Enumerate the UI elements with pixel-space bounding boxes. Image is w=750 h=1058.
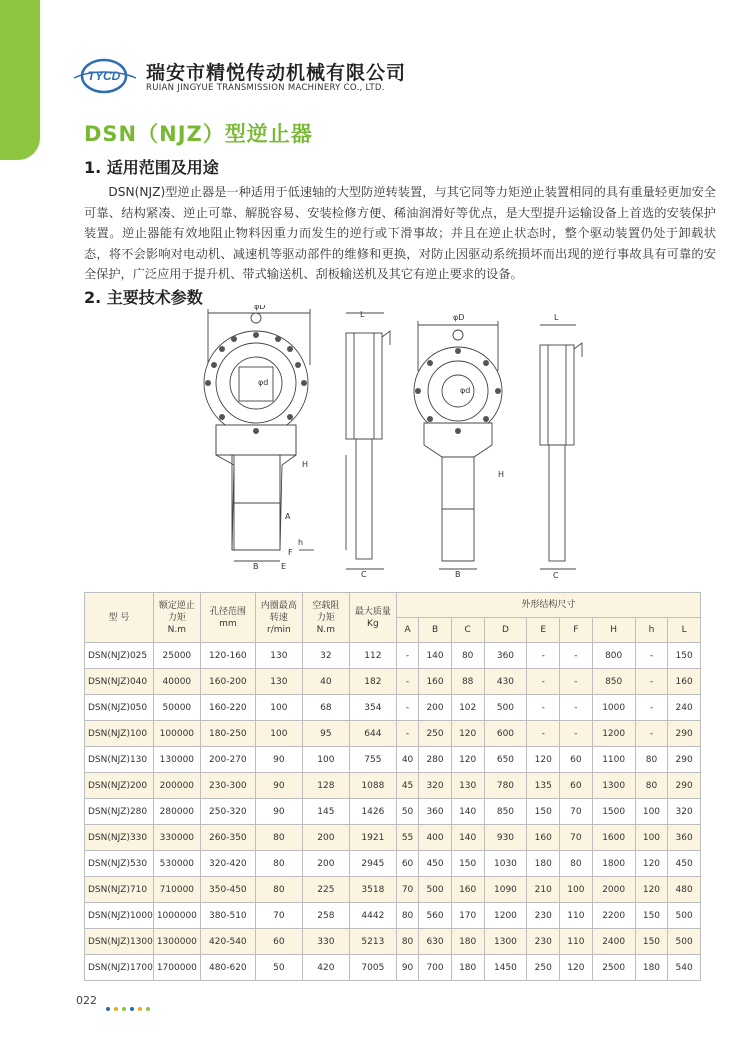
table-row — [85, 799, 701, 825]
table-cell: 182 — [349, 669, 396, 695]
label-C-1: C — [361, 570, 367, 579]
table-cell: 400 — [419, 825, 452, 851]
table-cell: - — [560, 643, 593, 669]
technical-drawings — [84, 305, 716, 580]
spec-table — [84, 592, 701, 981]
table-cell: 230 — [527, 929, 560, 955]
table-cell: 50000 — [153, 695, 200, 721]
th-dim-L: L — [668, 618, 701, 643]
table-cell: 450 — [668, 851, 701, 877]
table-cell: 480 — [668, 877, 701, 903]
table-cell: - — [635, 721, 668, 747]
label-L-1: L — [360, 310, 365, 319]
table-cell: 1200 — [592, 721, 635, 747]
table-cell: 130 — [451, 773, 484, 799]
table-cell: 7005 — [349, 955, 396, 981]
table-cell: 4442 — [349, 903, 396, 929]
model-cell: DSN(NJZ)330 — [85, 825, 154, 851]
label-phid-1: φd — [258, 378, 269, 387]
table-cell: 200 — [302, 851, 349, 877]
page-number: 022 — [76, 994, 97, 1007]
label-phid-2: φd — [460, 386, 471, 395]
table-cell: 930 — [484, 825, 527, 851]
table-cell: 80 — [396, 903, 418, 929]
table-cell: 80 — [255, 825, 302, 851]
table-cell: 850 — [484, 799, 527, 825]
table-cell: 40 — [396, 747, 418, 773]
table-cell: 1100 — [592, 747, 635, 773]
table-cell: 160 — [668, 669, 701, 695]
table-cell: 200-270 — [200, 747, 255, 773]
table-cell: 170 — [451, 903, 484, 929]
table-row — [85, 773, 701, 799]
table-cell: 1800 — [592, 851, 635, 877]
label-H-2: H — [498, 470, 505, 479]
table-cell: 420-540 — [200, 929, 255, 955]
label-h-1: h — [298, 538, 304, 547]
table-cell: - — [396, 643, 418, 669]
section-heading-params: 2. 主要技术参数 — [84, 288, 203, 307]
table-row — [85, 721, 701, 747]
table-cell: - — [527, 721, 560, 747]
table-cell: 1450 — [484, 955, 527, 981]
table-cell: 1300000 — [153, 929, 200, 955]
page-title: DSN（NJZ）型逆止器 — [84, 122, 313, 146]
th-mass: 最大质量 Kg — [349, 593, 396, 643]
table-cell: 480-620 — [200, 955, 255, 981]
footer-dot — [114, 1007, 118, 1011]
table-cell: 290 — [668, 773, 701, 799]
footer-dots — [106, 996, 154, 1015]
table-cell: 180-250 — [200, 721, 255, 747]
front-view-drawing-1 — [204, 309, 346, 561]
footer-dot — [130, 1007, 134, 1011]
table-cell: 50 — [255, 955, 302, 981]
table-cell: 80 — [255, 877, 302, 903]
table-cell: 70 — [560, 825, 593, 851]
table-cell: 1300 — [484, 929, 527, 955]
table-cell: 210 — [527, 877, 560, 903]
table-cell: - — [527, 643, 560, 669]
label-C-2: C — [553, 571, 559, 580]
table-cell: 130000 — [153, 747, 200, 773]
table-cell: 2400 — [592, 929, 635, 955]
table-cell: 230-300 — [200, 773, 255, 799]
company-logo — [70, 56, 140, 96]
table-cell: 160 — [419, 669, 452, 695]
table-cell: 60 — [255, 929, 302, 955]
table-cell: - — [635, 695, 668, 721]
table-cell: 360 — [484, 643, 527, 669]
front-view-drawing-2 — [414, 321, 505, 569]
table-cell: 250 — [527, 955, 560, 981]
table-cell: 630 — [419, 929, 452, 955]
th-dims: 外形结构尺寸 — [396, 593, 700, 618]
table-cell: 140 — [451, 825, 484, 851]
company-name-cn: 瑞安市精悦传动机械有限公司 — [146, 62, 407, 84]
table-cell: 180 — [635, 955, 668, 981]
th-dim-E: E — [527, 618, 560, 643]
table-cell: 50 — [396, 799, 418, 825]
table-cell: 500 — [668, 903, 701, 929]
label-phiD-1: φD — [254, 305, 266, 311]
table-cell: 1000 — [592, 695, 635, 721]
table-cell: - — [635, 669, 668, 695]
th-model: 型 号 — [85, 593, 154, 643]
table-cell: 140 — [419, 643, 452, 669]
th-dim-D: D — [484, 618, 527, 643]
table-cell: 80 — [451, 643, 484, 669]
footer-dot — [122, 1007, 126, 1011]
table-cell: 68 — [302, 695, 349, 721]
th-torque: 额定逆止 力矩 N.m — [153, 593, 200, 643]
table-cell: 360 — [419, 799, 452, 825]
table-cell: 90 — [396, 955, 418, 981]
table-cell: 40000 — [153, 669, 200, 695]
table-cell: 80 — [635, 773, 668, 799]
table-cell: 60 — [560, 747, 593, 773]
table-cell: 70 — [560, 799, 593, 825]
table-cell: 145 — [302, 799, 349, 825]
table-row — [85, 929, 701, 955]
table-cell: 60 — [396, 851, 418, 877]
table-cell: 258 — [302, 903, 349, 929]
table-cell: 500 — [668, 929, 701, 955]
table-cell: 240 — [668, 695, 701, 721]
table-cell: 380-510 — [200, 903, 255, 929]
table-row — [85, 903, 701, 929]
table-row — [85, 643, 701, 669]
table-cell: 2000 — [592, 877, 635, 903]
table-cell: 250 — [419, 721, 452, 747]
table-cell: 2945 — [349, 851, 396, 877]
table-cell: 150 — [451, 851, 484, 877]
th-dim-A: A — [396, 618, 418, 643]
model-cell: DSN(NJZ)1700 — [85, 955, 154, 981]
table-cell: 330 — [302, 929, 349, 955]
th-dim-h: h — [635, 618, 668, 643]
table-cell: 700 — [419, 955, 452, 981]
table-cell: 120 — [527, 747, 560, 773]
table-cell: 1088 — [349, 773, 396, 799]
table-cell: 290 — [668, 721, 701, 747]
table-cell: - — [560, 721, 593, 747]
table-cell: 200000 — [153, 773, 200, 799]
table-cell: 150 — [635, 929, 668, 955]
table-cell: 100000 — [153, 721, 200, 747]
table-cell: 350-450 — [200, 877, 255, 903]
th-speed: 内圈最高 转速 r/min — [255, 593, 302, 643]
label-A-1: A — [285, 512, 291, 521]
table-cell: 40 — [302, 669, 349, 695]
table-cell: 110 — [560, 929, 593, 955]
table-cell: 320 — [668, 799, 701, 825]
table-cell: 500 — [419, 877, 452, 903]
table-cell: 250-320 — [200, 799, 255, 825]
table-cell: 90 — [255, 747, 302, 773]
table-cell: 290 — [668, 747, 701, 773]
logo-text: TYCD — [87, 69, 121, 83]
footer-dot — [106, 1007, 110, 1011]
th-dim-H: H — [592, 618, 635, 643]
table-cell: 320-420 — [200, 851, 255, 877]
table-cell: 90 — [255, 773, 302, 799]
label-B-2: B — [455, 570, 461, 579]
table-cell: 80 — [255, 851, 302, 877]
table-cell: 140 — [451, 799, 484, 825]
table-cell: 120 — [560, 955, 593, 981]
table-cell: 25000 — [153, 643, 200, 669]
table-cell: 150 — [668, 643, 701, 669]
th-dim-C: C — [451, 618, 484, 643]
model-cell: DSN(NJZ)050 — [85, 695, 154, 721]
model-cell: DSN(NJZ)040 — [85, 669, 154, 695]
table-cell: 1600 — [592, 825, 635, 851]
table-cell: 120-160 — [200, 643, 255, 669]
table-cell: 360 — [668, 825, 701, 851]
table-cell: 60 — [560, 773, 593, 799]
table-cell: 430 — [484, 669, 527, 695]
table-cell: 95 — [302, 721, 349, 747]
table-cell: 230 — [527, 903, 560, 929]
model-cell: DSN(NJZ)130 — [85, 747, 154, 773]
table-cell: 32 — [302, 643, 349, 669]
table-cell: 150 — [635, 903, 668, 929]
table-cell: 5213 — [349, 929, 396, 955]
model-cell: DSN(NJZ)025 — [85, 643, 154, 669]
table-cell: 560 — [419, 903, 452, 929]
table-cell: 755 — [349, 747, 396, 773]
table-cell: 150 — [527, 799, 560, 825]
table-cell: 650 — [484, 747, 527, 773]
table-cell: 160 — [527, 825, 560, 851]
table-cell: 180 — [527, 851, 560, 877]
table-cell: 780 — [484, 773, 527, 799]
table-row — [85, 851, 701, 877]
table-cell: 354 — [349, 695, 396, 721]
table-cell: 120 — [451, 747, 484, 773]
table-cell: 112 — [349, 643, 396, 669]
table-cell: 70 — [396, 877, 418, 903]
table-cell: 120 — [451, 721, 484, 747]
label-phiD-2: φD — [453, 313, 465, 322]
table-cell: 160-220 — [200, 695, 255, 721]
section-heading-scope: 1. 适用范围及用途 — [84, 158, 219, 177]
table-cell: 2200 — [592, 903, 635, 929]
table-cell: 330000 — [153, 825, 200, 851]
table-cell: 130 — [255, 669, 302, 695]
table-cell: 260-350 — [200, 825, 255, 851]
table-cell: 100 — [560, 877, 593, 903]
table-cell: 55 — [396, 825, 418, 851]
table-cell: 102 — [451, 695, 484, 721]
table-cell: 3518 — [349, 877, 396, 903]
table-cell: 180 — [451, 929, 484, 955]
table-cell: - — [396, 695, 418, 721]
table-cell: 100 — [635, 825, 668, 851]
table-cell: 135 — [527, 773, 560, 799]
th-dim-B: B — [419, 618, 452, 643]
table-cell: - — [396, 721, 418, 747]
table-cell: 1090 — [484, 877, 527, 903]
model-cell: DSN(NJZ)710 — [85, 877, 154, 903]
table-cell: 130 — [255, 643, 302, 669]
label-F-1: F — [288, 548, 293, 557]
table-cell: 128 — [302, 773, 349, 799]
th-dim-F: F — [560, 618, 593, 643]
model-cell: DSN(NJZ)530 — [85, 851, 154, 877]
table-cell: 644 — [349, 721, 396, 747]
table-cell: 80 — [635, 747, 668, 773]
model-cell: DSN(NJZ)280 — [85, 799, 154, 825]
company-name-en: RUIAN JINGYUE TRANSMISSION MACHINERY CO., LTD. — [146, 83, 385, 93]
table-cell: - — [635, 643, 668, 669]
table-cell: 110 — [560, 903, 593, 929]
table-cell: 200 — [302, 825, 349, 851]
table-cell: 280 — [419, 747, 452, 773]
table-cell: 1030 — [484, 851, 527, 877]
table-cell: 280000 — [153, 799, 200, 825]
table-cell: 45 — [396, 773, 418, 799]
table-cell: 530000 — [153, 851, 200, 877]
footer-dot — [138, 1007, 142, 1011]
table-cell: 600 — [484, 721, 527, 747]
table-cell: 850 — [592, 669, 635, 695]
table-cell: 100 — [255, 721, 302, 747]
table-cell: - — [527, 669, 560, 695]
table-cell: - — [560, 695, 593, 721]
side-view-drawing-1 — [346, 313, 390, 569]
label-L-2: L — [554, 313, 559, 322]
label-E-1: E — [281, 562, 287, 571]
table-cell: 200 — [419, 695, 452, 721]
table-row — [85, 669, 701, 695]
table-row — [85, 747, 701, 773]
table-cell: 1426 — [349, 799, 396, 825]
table-row — [85, 877, 701, 903]
model-cell: DSN(NJZ)1000 — [85, 903, 154, 929]
table-cell: - — [560, 669, 593, 695]
th-idle-torque: 空载阻 力矩 N.m — [302, 593, 349, 643]
table-cell: 540 — [668, 955, 701, 981]
table-cell: 160 — [451, 877, 484, 903]
label-H-1: H — [302, 460, 309, 469]
table-cell: 1700000 — [153, 955, 200, 981]
table-cell: 120 — [635, 851, 668, 877]
footer-dot — [146, 1007, 150, 1011]
table-row — [85, 955, 701, 981]
table-cell: 88 — [451, 669, 484, 695]
model-cell: DSN(NJZ)200 — [85, 773, 154, 799]
table-cell: 1300 — [592, 773, 635, 799]
table-cell: 710000 — [153, 877, 200, 903]
table-cell: 800 — [592, 643, 635, 669]
table-cell: 70 — [255, 903, 302, 929]
table-row — [85, 695, 701, 721]
table-cell: 2500 — [592, 955, 635, 981]
table-cell: 80 — [560, 851, 593, 877]
table-cell: 160-200 — [200, 669, 255, 695]
table-cell: 1921 — [349, 825, 396, 851]
label-B-1: B — [253, 562, 259, 571]
table-cell: 420 — [302, 955, 349, 981]
table-cell: 1000000 — [153, 903, 200, 929]
table-cell: 1500 — [592, 799, 635, 825]
model-cell: DSN(NJZ)100 — [85, 721, 154, 747]
side-view-drawing-2 — [540, 325, 582, 569]
table-cell: - — [396, 669, 418, 695]
table-cell: 90 — [255, 799, 302, 825]
table-row — [85, 825, 701, 851]
table-cell: 100 — [255, 695, 302, 721]
table-cell: 1200 — [484, 903, 527, 929]
table-cell: 320 — [419, 773, 452, 799]
table-cell: 180 — [451, 955, 484, 981]
table-cell: 450 — [419, 851, 452, 877]
intro-paragraph: DSN(NJZ)型逆止器是一种适用于低速轴的大型防逆转装置，与其它同等力矩逆止装置相同的具有重量轻更加安全可靠、结构紧凑、逆止可靠、解脱容易、安装检修方便、稀油润滑好等优点，是大型提升运输设备上首选的安装保护装置。逆止器能有效地阻止物料因重力而发生的逆行或下滑事故；并且在逆止状态时，整个驱动装置仍处于卸载状态，将不会影响对电动机、减速机等驱动部件的维修和更换，对防止因驱动系统损坏而出现的逆行事故具有可靠的安全保护，广泛应用于提升机、带式输送机、刮板输送机及其它有逆止要求的设备。 — [84, 185, 716, 281]
table-cell: 120 — [635, 877, 668, 903]
table-cell: 80 — [396, 929, 418, 955]
table-cell: 225 — [302, 877, 349, 903]
green-corner-tab — [0, 0, 40, 160]
table-cell: 100 — [635, 799, 668, 825]
th-bore: 孔径范围 mm — [200, 593, 255, 643]
table-cell: 100 — [302, 747, 349, 773]
model-cell: DSN(NJZ)1300 — [85, 929, 154, 955]
table-cell: - — [527, 695, 560, 721]
table-cell: 500 — [484, 695, 527, 721]
